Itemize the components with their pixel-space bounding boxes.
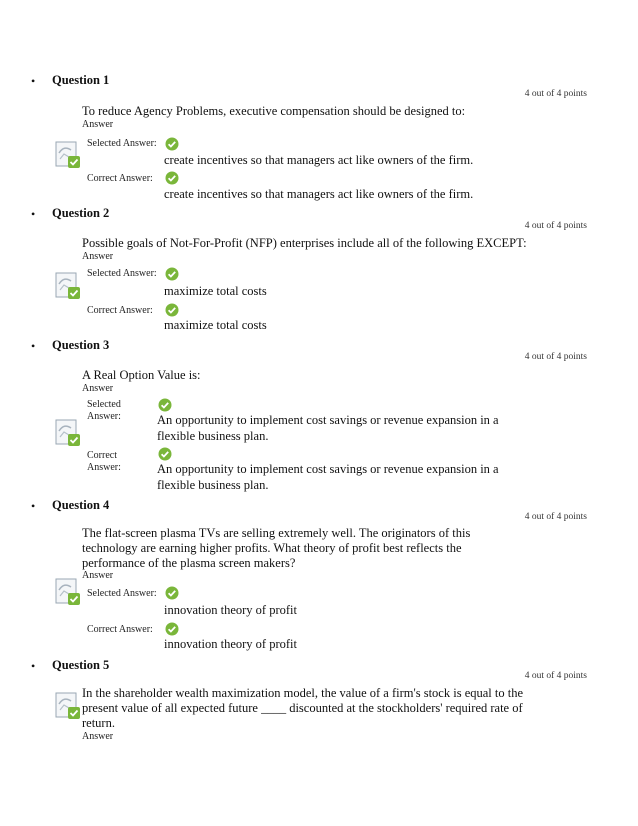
correct-answer-label: Correct: [87, 450, 117, 461]
question-title: Question 1: [52, 73, 110, 87]
points-label: 4 out of 4 points: [524, 512, 587, 522]
check-icon: [165, 137, 179, 151]
selected-answer-text: innovation theory of profit: [164, 603, 297, 617]
question-text: In the shareholder wealth maximization model, the value of a firm's stock is equal to the present value of all expected future ____ discounted at the stockholders' required rate of return.: [82, 686, 524, 730]
answer-label: Answer: [82, 119, 114, 130]
question-title: Question 5: [52, 658, 110, 672]
check-icon: [165, 303, 179, 317]
correct-answer-label: Answer:: [87, 462, 121, 473]
graded-answer-icon: [55, 690, 81, 720]
question-text: A Real Option Value is:: [82, 368, 201, 382]
question-title: Question 2: [52, 206, 110, 220]
correct-answer-text: create incentives so that managers act like owners of the firm.: [164, 187, 474, 201]
graded-answer-icon: [55, 139, 81, 169]
bullet: •: [31, 74, 36, 88]
question-text: The flat-screen plasma TVs are selling extremely well. The originators of this technology are earning higher profits. What theory of profit best reflects the performance of the plasma screen makers?: [82, 526, 471, 570]
correct-answer-text: An opportunity to implement cost savings or revenue expansion in a flexible business plan.: [157, 462, 499, 492]
answer-label: Answer: [82, 251, 114, 262]
bullet: •: [31, 207, 36, 221]
correct-answer-text: innovation theory of profit: [164, 637, 297, 651]
correct-answer-text: maximize total costs: [164, 318, 267, 332]
points-label: 4 out of 4 points: [524, 89, 587, 99]
question-text: To reduce Agency Problems, executive compensation should be designed to:: [82, 104, 466, 118]
answer-label: Answer: [82, 731, 114, 742]
correct-answer-label: Correct Answer:: [87, 173, 153, 184]
check-icon: [165, 586, 179, 600]
selected-answer-label: Selected Answer:: [87, 138, 157, 149]
bullet: •: [31, 659, 36, 673]
graded-answer-icon: [55, 576, 81, 606]
check-icon: [158, 398, 172, 412]
selected-answer-label: Selected Answer:: [87, 588, 157, 599]
bullet: •: [31, 499, 36, 513]
selected-answer-text: maximize total costs: [164, 284, 267, 298]
answer-label: Answer: [82, 570, 114, 581]
selected-answer-text: create incentives so that managers act like owners of the firm.: [164, 153, 474, 167]
check-icon: [165, 622, 179, 636]
selected-answer-label: Selected Answer:: [87, 268, 157, 279]
answer-label: Answer: [82, 383, 114, 394]
check-icon: [165, 171, 179, 185]
selected-answer-text: An opportunity to implement cost savings or revenue expansion in a flexible business plan.: [157, 413, 499, 443]
graded-answer-icon: [55, 417, 81, 447]
check-icon: [158, 447, 172, 461]
question-title: Question 4: [52, 498, 110, 512]
selected-answer-label: Selected: [87, 399, 121, 410]
bullet: •: [31, 339, 36, 353]
points-label: 4 out of 4 points: [524, 352, 587, 362]
correct-answer-label: Correct Answer:: [87, 305, 153, 316]
points-label: 4 out of 4 points: [524, 671, 587, 681]
correct-answer-label: Correct Answer:: [87, 624, 153, 635]
selected-answer-label: Answer:: [87, 411, 121, 422]
check-icon: [165, 267, 179, 281]
graded-answer-icon: [55, 270, 81, 300]
question-title: Question 3: [52, 338, 110, 352]
question-text: Possible goals of Not-For-Profit (NFP) enterprises include all of the following EXCEPT:: [82, 236, 527, 250]
points-label: 4 out of 4 points: [524, 221, 587, 231]
